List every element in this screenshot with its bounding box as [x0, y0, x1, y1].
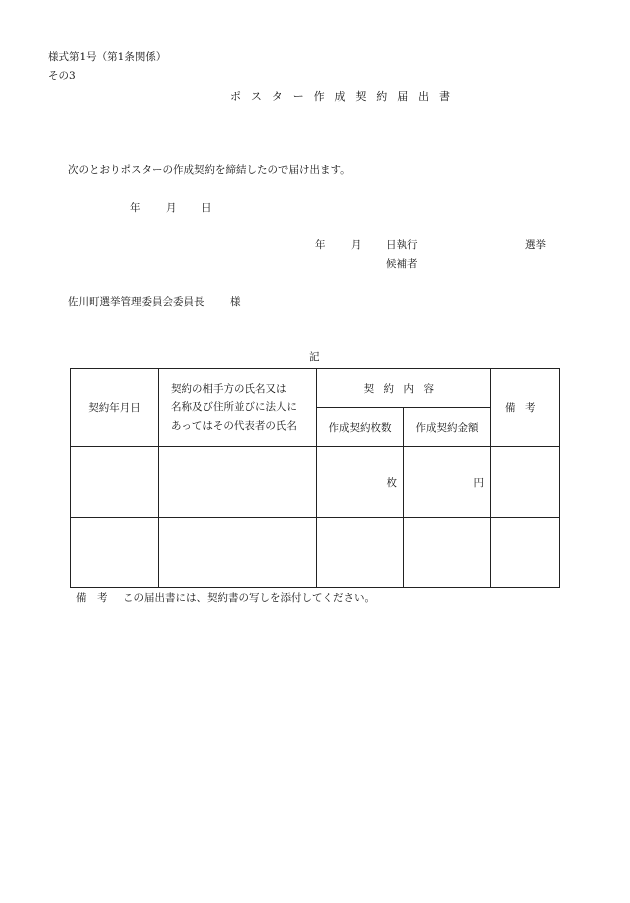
date-month: 月 — [166, 202, 177, 214]
header-contract-contents: 契約内容 — [317, 369, 491, 408]
cell-amount — [404, 518, 491, 588]
election-label: 選挙 — [525, 239, 546, 251]
date-day: 日 — [201, 202, 212, 214]
election-month: 月 — [351, 239, 362, 251]
cell-count — [317, 447, 404, 518]
header-party-line-2: 名称及び住所並びに法人に — [171, 401, 297, 414]
cell-amount — [404, 447, 491, 518]
addressee-name: 佐川町選挙管理委員会委員長 — [68, 296, 205, 308]
header-party-line-1: 契約の相手方の氏名又は — [171, 382, 287, 395]
cell-date — [71, 518, 159, 588]
ki-label: 記 — [309, 351, 320, 363]
header-contract-amount: 作成契約金額 — [404, 408, 491, 447]
cell-party — [159, 447, 317, 518]
date-year: 年 — [130, 202, 141, 214]
addressee-honorific: 様 — [230, 296, 241, 308]
candidate-label: 候補者 — [386, 258, 418, 270]
election-year: 年 — [315, 239, 326, 251]
document-title: ポスター作成契約届出書 — [230, 90, 460, 103]
header-contract-date: 契約年月日 — [71, 369, 159, 447]
header-contract-party — [159, 369, 317, 447]
header-party-line-3: あってはその代表者の氏名 — [171, 419, 297, 432]
contract-table — [70, 368, 560, 588]
unit-amount: 円 — [473, 476, 484, 489]
election-day-execution: 日執行 — [386, 239, 418, 251]
footnote-text: この届出書には、契約書の写しを添付してください。 — [123, 592, 375, 604]
unit-count: 枚 — [386, 476, 397, 489]
cell-remarks — [491, 447, 560, 518]
form-sub-number: その3 — [48, 70, 76, 82]
cell-count — [317, 518, 404, 588]
intro-text: 次のとおりポスターの作成契約を締結したので届け出ます。 — [68, 164, 351, 176]
table-row — [71, 447, 560, 518]
cell-remarks — [491, 518, 560, 588]
table-row — [71, 518, 560, 588]
header-contract-count: 作成契約枚数 — [317, 408, 404, 447]
form-number: 様式第1号（第1条関係） — [48, 51, 167, 63]
cell-party — [159, 518, 317, 588]
header-remarks: 備考 — [491, 369, 560, 447]
footnote-label: 備 考 — [76, 592, 108, 604]
cell-date — [71, 447, 159, 518]
